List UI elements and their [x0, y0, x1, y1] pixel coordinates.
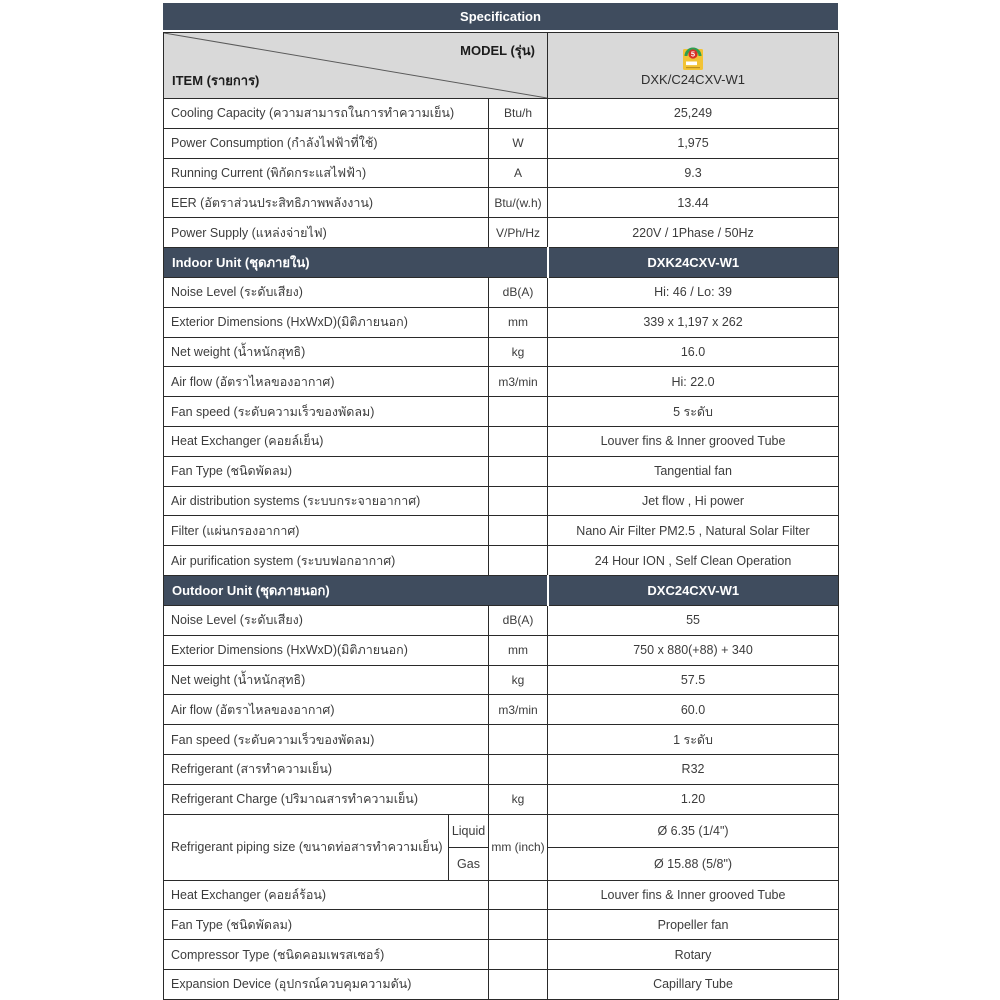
row-label: Compressor Type (ชนิดคอมเพรสเซอร์): [164, 940, 489, 970]
row-label: Refrigerant Charge (ปริมาณสารทำความเย็น): [164, 784, 489, 814]
row-value: Hi: 22.0: [548, 367, 839, 397]
outdoor-unit-section-bar: [164, 575, 839, 605]
table-row: [164, 940, 839, 970]
model-value-cell: [548, 33, 839, 99]
row-value: 1 ระดับ: [548, 725, 839, 755]
table-row: [164, 880, 839, 910]
table-row: [164, 784, 839, 814]
item-header-label: ITEM (รายการ): [172, 73, 260, 88]
piping-size-row-liquid: [164, 814, 839, 847]
row-unit: [489, 486, 548, 516]
row-unit: mm: [489, 635, 548, 665]
table-header-row: [164, 33, 839, 99]
row-value: 339 x 1,197 x 262: [548, 307, 839, 337]
row-unit: mm (inch): [489, 814, 548, 880]
row-value: 60.0: [548, 695, 839, 725]
row-unit: dB(A): [489, 277, 548, 307]
indoor-unit-section-bar: [164, 247, 839, 277]
item-model-header-cell: [164, 33, 548, 99]
row-value: Nano Air Filter PM2.5 , Natural Solar Filter: [548, 516, 839, 546]
table-row: [164, 456, 839, 486]
row-unit: V/Ph/Hz: [489, 218, 548, 248]
row-value: Propeller fan: [548, 910, 839, 940]
row-label: Fan Type (ชนิดพัดลม): [164, 456, 489, 486]
row-unit: kg: [489, 337, 548, 367]
row-label: Air purification system (ระบบฟอกอากาศ): [164, 546, 489, 576]
spec-title-bar: Specification: [163, 3, 838, 30]
row-value: Ø 6.35 (1/4"): [548, 814, 839, 847]
spec-table-container: [163, 3, 838, 1000]
row-unit: A: [489, 158, 548, 188]
table-row: [164, 426, 839, 456]
table-row: [164, 218, 839, 248]
row-label: Power Supply (แหล่งจ่ายไฟ): [164, 218, 489, 248]
row-unit: [489, 725, 548, 755]
row-unit: [489, 969, 548, 999]
table-row: [164, 128, 839, 158]
row-unit: [489, 940, 548, 970]
table-row: [164, 158, 839, 188]
row-value: Capillary Tube: [548, 969, 839, 999]
row-label: Running Current (พิกัดกระแสไฟฟ้า): [164, 158, 489, 188]
row-value: 1,975: [548, 128, 839, 158]
row-value: 220V / 1Phase / 50Hz: [548, 218, 839, 248]
row-value: Louver fins & Inner grooved Tube: [548, 426, 839, 456]
row-unit: [489, 456, 548, 486]
row-label: Net weight (น้ำหนักสุทธิ): [164, 665, 489, 695]
row-unit: [489, 910, 548, 940]
row-value: R32: [548, 754, 839, 784]
row-value: 24 Hour ION , Self Clean Operation: [548, 546, 839, 576]
table-row: [164, 397, 839, 427]
table-row: [164, 337, 839, 367]
row-unit: Btu/(w.h): [489, 188, 548, 218]
row-value: Tangential fan: [548, 456, 839, 486]
table-row: [164, 635, 839, 665]
row-value: 25,249: [548, 99, 839, 129]
energy-label-no5-icon: [548, 46, 838, 71]
row-value: 1.20: [548, 784, 839, 814]
row-label: Refrigerant piping size (ขนาดท่อสารทำความเย็น): [164, 814, 449, 880]
row-label: Expansion Device (อุปกรณ์ควบคุมความดัน): [164, 969, 489, 999]
row-unit: [489, 516, 548, 546]
model-header-label: MODEL (รุ่น): [460, 43, 536, 58]
table-row: [164, 725, 839, 755]
row-value: Louver fins & Inner grooved Tube: [548, 880, 839, 910]
row-label: Exterior Dimensions (HxWxD)(มิติภายนอก): [164, 307, 489, 337]
table-row: [164, 910, 839, 940]
row-label: Exterior Dimensions (HxWxD)(มิติภายนอก): [164, 635, 489, 665]
row-value: Rotary: [548, 940, 839, 970]
table-row: [164, 188, 839, 218]
row-label: Fan speed (ระดับความเร็วของพัดลม): [164, 725, 489, 755]
row-value: 16.0: [548, 337, 839, 367]
row-value: 9.3: [548, 158, 839, 188]
row-value: Hi: 46 / Lo: 39: [548, 277, 839, 307]
table-row: [164, 665, 839, 695]
row-label: Net weight (น้ำหนักสุทธิ): [164, 337, 489, 367]
row-label: Fan Type (ชนิดพัดลม): [164, 910, 489, 940]
table-row: [164, 516, 839, 546]
outdoor-section-label: Outdoor Unit (ชุดภายนอก): [164, 575, 548, 605]
row-unit: Btu/h: [489, 99, 548, 129]
row-label: Air flow (อัตราไหลของอากาศ): [164, 695, 489, 725]
table-row: [164, 605, 839, 635]
model-value: DXK/C24CXV-W1: [640, 72, 746, 87]
row-label: Power Consumption (กำลังไฟฟ้าที่ใช้): [164, 128, 489, 158]
row-unit: [489, 426, 548, 456]
row-label: Air flow (อัตราไหลของอากาศ): [164, 367, 489, 397]
table-row: [164, 307, 839, 337]
table-row: [164, 486, 839, 516]
row-unit: m3/min: [489, 695, 548, 725]
table-row: [164, 969, 839, 999]
outdoor-model: DXC24CXV-W1: [548, 575, 839, 605]
row-label: Filter (แผ่นกรองอากาศ): [164, 516, 489, 546]
indoor-model: DXK24CXV-W1: [548, 247, 839, 277]
row-label: Heat Exchanger (คอยล์เย็น): [164, 426, 489, 456]
row-unit: W: [489, 128, 548, 158]
table-row: [164, 754, 839, 784]
row-value: Jet flow , Hi power: [548, 486, 839, 516]
row-value: 13.44: [548, 188, 839, 218]
row-label: Cooling Capacity (ความสามารถในการทำความเย็น): [164, 99, 489, 129]
row-label: Refrigerant (สารทำความเย็น): [164, 754, 489, 784]
row-value: 55: [548, 605, 839, 635]
row-label: EER (อัตราส่วนประสิทธิภาพพลังงาน): [164, 188, 489, 218]
indoor-section-label: Indoor Unit (ชุดภายใน): [164, 247, 548, 277]
svg-text:5: 5: [690, 49, 696, 59]
row-label: Fan speed (ระดับความเร็วของพัดลม): [164, 397, 489, 427]
row-value: 5 ระดับ: [548, 397, 839, 427]
piping-sub-label: Liquid: [449, 814, 489, 847]
specification-table: [163, 32, 839, 1000]
table-row: [164, 546, 839, 576]
row-unit: [489, 397, 548, 427]
table-row: [164, 367, 839, 397]
row-label: Air distribution systems (ระบบกระจายอากาศ): [164, 486, 489, 516]
row-unit: kg: [489, 665, 548, 695]
row-unit: mm: [489, 307, 548, 337]
row-unit: [489, 546, 548, 576]
row-value: 750 x 880(+88) + 340: [548, 635, 839, 665]
row-unit: m3/min: [489, 367, 548, 397]
row-label: Noise Level (ระดับเสียง): [164, 277, 489, 307]
row-unit: dB(A): [489, 605, 548, 635]
row-label: Heat Exchanger (คอยล์ร้อน): [164, 880, 489, 910]
table-row: [164, 99, 839, 129]
row-unit: kg: [489, 784, 548, 814]
row-value: 57.5: [548, 665, 839, 695]
table-row: [164, 277, 839, 307]
table-row: [164, 695, 839, 725]
piping-sub-label: Gas: [449, 847, 489, 880]
row-value: Ø 15.88 (5/8"): [548, 847, 839, 880]
row-unit: [489, 880, 548, 910]
row-label: Noise Level (ระดับเสียง): [164, 605, 489, 635]
row-unit: [489, 754, 548, 784]
